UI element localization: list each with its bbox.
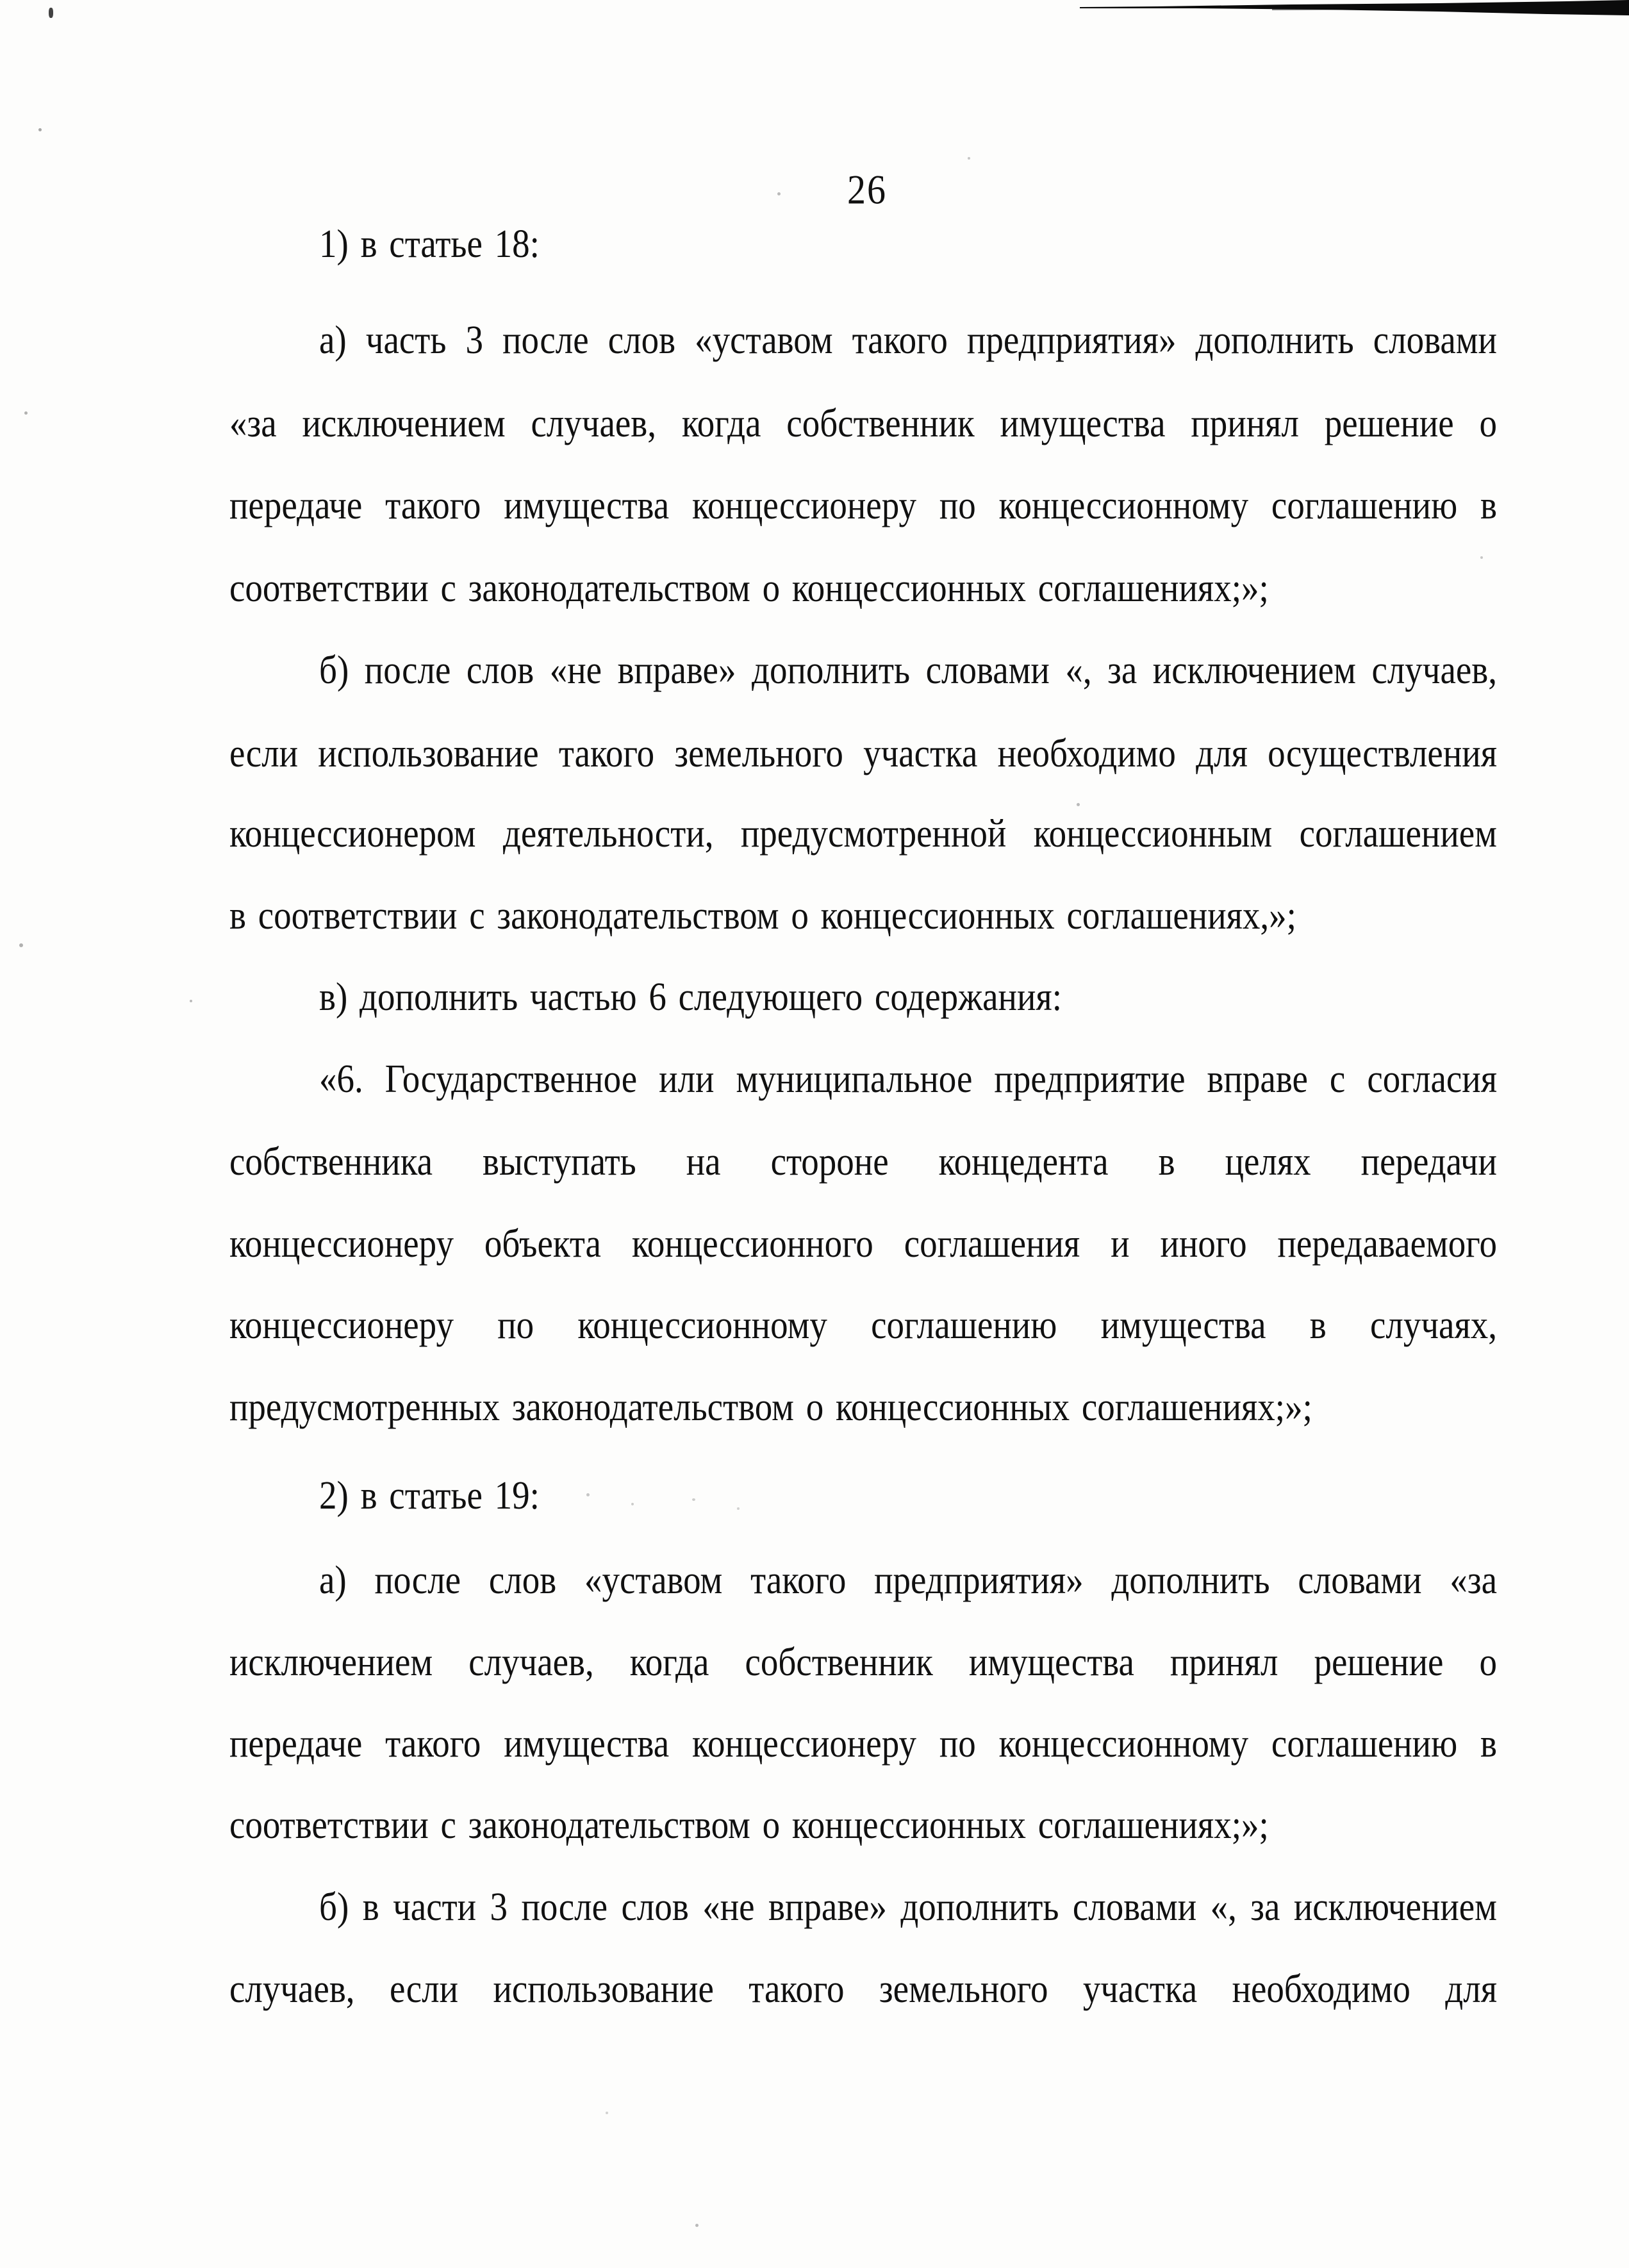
scan-speck (49, 8, 53, 18)
document-line: а) часть 3 после слов «уставом такого предприятия» дополнить словами (319, 317, 1497, 362)
document-line: концессионером деятельности, предусмотренной концессионным соглашением (229, 811, 1497, 856)
document-line: 2) в статье 19: (319, 1473, 540, 1518)
scan-speck (38, 128, 42, 131)
document-line: концессионеру по концессионному соглашению имущества в случаях, (229, 1302, 1497, 1347)
document-line: собственника выступать на стороне концедента в целях передачи (229, 1139, 1497, 1184)
document-line: соответствии с законодательством о концессионных соглашениях;»; (229, 1802, 1269, 1847)
document-line: передаче такого имущества концессионеру по концессионному соглашению в (229, 1721, 1497, 1766)
document-line: предусмотренных законодательством о концессионных соглашениях;»; (229, 1384, 1312, 1429)
document-line: в соответствии с законодательством о концессионных соглашениях,»; (229, 893, 1296, 938)
document-line: соответствии с законодательством о концессионных соглашениях;»; (229, 565, 1269, 610)
page-number: 26 (847, 166, 887, 213)
document-line: случаев, если использование такого земельного участка необходимо для (229, 1966, 1497, 2011)
scan-speck (190, 1000, 192, 1002)
document-line: а) после слов «уставом такого предприятия» дополнить словами «за (319, 1557, 1497, 1602)
document-line: «6. Государственное или муниципальное предприятие вправе с согласия (319, 1056, 1497, 1101)
scan-speck (24, 411, 28, 415)
document-line: если использование такого земельного участка необходимо для осуществления (229, 731, 1497, 775)
document-line: «за исключением случаев, когда собственник имущества принял решение о (229, 401, 1497, 445)
document-line: концессионеру объекта концессионного соглашения и иного передаваемого (229, 1221, 1497, 1266)
document-text-column (229, 0, 1497, 2268)
document-line: б) в части 3 после слов «не вправе» дополнить словами «, за исключением (319, 1884, 1497, 1929)
document-line: 1) в статье 18: (319, 221, 540, 266)
scan-speck (19, 943, 23, 947)
document-line: передаче такого имущества концессионеру по концессионному соглашению в (229, 483, 1497, 527)
document-line: исключением случаев, когда собственник имущества принял решение о (229, 1639, 1497, 1684)
document-line: б) после слов «не вправе» дополнить словами «, за исключением случаев, (319, 647, 1497, 692)
document-line: в) дополнить частью 6 следующего содержания: (319, 974, 1062, 1019)
